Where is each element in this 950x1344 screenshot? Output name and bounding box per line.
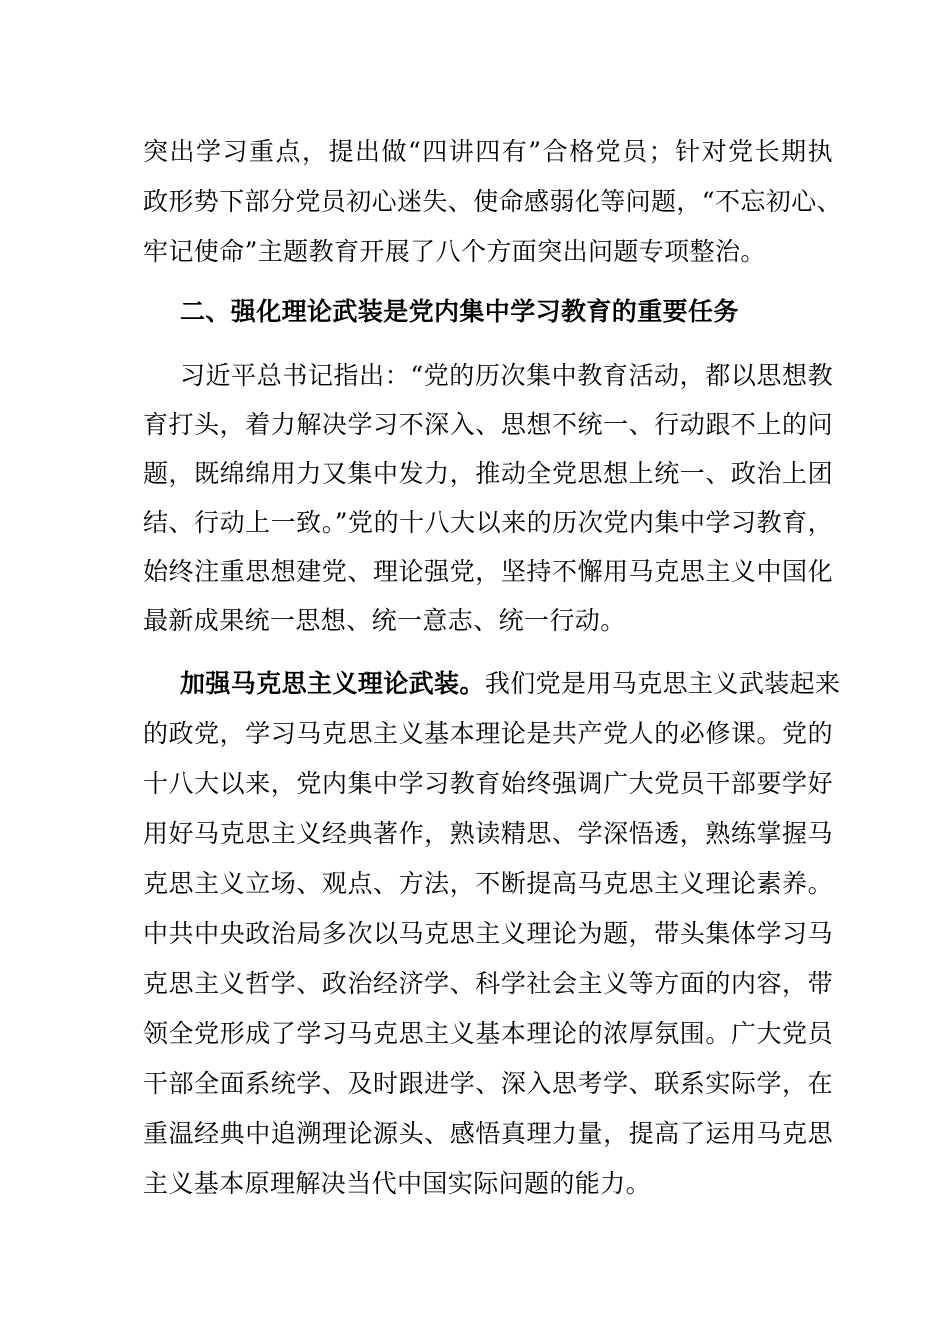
paragraph-1-line-3: 牢记使命”主题教育开展了八个方面突出问题专项整治。 xyxy=(143,237,766,266)
paragraph-1-line-2: 政形势下部分党员初心迷失、使命感弱化等问题，“不忘初心、 xyxy=(143,187,842,216)
paragraph-3-line-2: 的政党，学习马克思主义基本理论是共产党人的必修课。党的 xyxy=(143,719,833,748)
paragraph-3-line-3: 十八大以来，党内集中学习教育始终强调广大党员干部要学好 xyxy=(143,769,833,798)
section-heading: 二、强化理论武装是党内集中学习教育的重要任务 xyxy=(180,297,739,326)
paragraph-2-line-5: 始终注重思想建党、理论强党，坚持不懈用马克思主义中国化 xyxy=(143,557,833,586)
paragraph-3-line-11: 主义基本原理解决当代中国实际问题的能力。 xyxy=(143,1169,652,1198)
paragraph-1-line-1: 突出学习重点，提出做“四讲四有”合格党员；针对党长期执 xyxy=(143,137,833,166)
paragraph-2-line-6: 最新成果统一思想、统一意志、统一行动。 xyxy=(143,606,626,635)
paragraph-3-line-9: 干部全面系统学、及时跟进学、深入思考学、联系实际学，在 xyxy=(143,1069,833,1098)
paragraph-2-line-3: 题，既绵绵用力又集中发力，推动全党思想上统一、政治上团 xyxy=(143,459,833,488)
paragraph-3-line-5: 克思主义立场、观点、方法，不断提高马克思主义理论素养。 xyxy=(143,869,833,898)
paragraph-3-line-4: 用好马克思主义经典著作，熟读精思、学深悟透，熟练掌握马 xyxy=(143,819,833,848)
paragraph-3-first-line-rest: 我们党是用马克思主义武装起来 xyxy=(484,669,841,698)
paragraph-3-line-7: 克思主义哲学、政治经济学、科学社会主义等方面的内容，带 xyxy=(143,969,833,998)
paragraph-3-line-10: 重温经典中追溯理论源头、感悟真理力量，提高了运用马克思 xyxy=(143,1119,833,1148)
paragraph-2-line-1: 习近平总书记指出：“党的历次集中教育活动，都以思想教 xyxy=(180,361,833,390)
paragraph-2-line-2: 育打头，着力解决学习不深入、思想不统一、行动跟不上的问 xyxy=(143,410,833,439)
paragraph-3-lead-bold: 加强马克思主义理论武装。 xyxy=(180,669,485,698)
paragraph-2-line-4: 结、行动上一致。”党的十八大以来的历次党内集中学习教育， xyxy=(143,508,833,537)
paragraph-3-line-1 xyxy=(180,659,841,709)
paragraph-3-line-8: 领全党形成了学习马克思主义基本理论的浓厚氛围。广大党员 xyxy=(143,1019,833,1048)
paragraph-3-line-6: 中共中央政治局多次以马克思主义理论为题，带头集体学习马 xyxy=(143,919,833,948)
